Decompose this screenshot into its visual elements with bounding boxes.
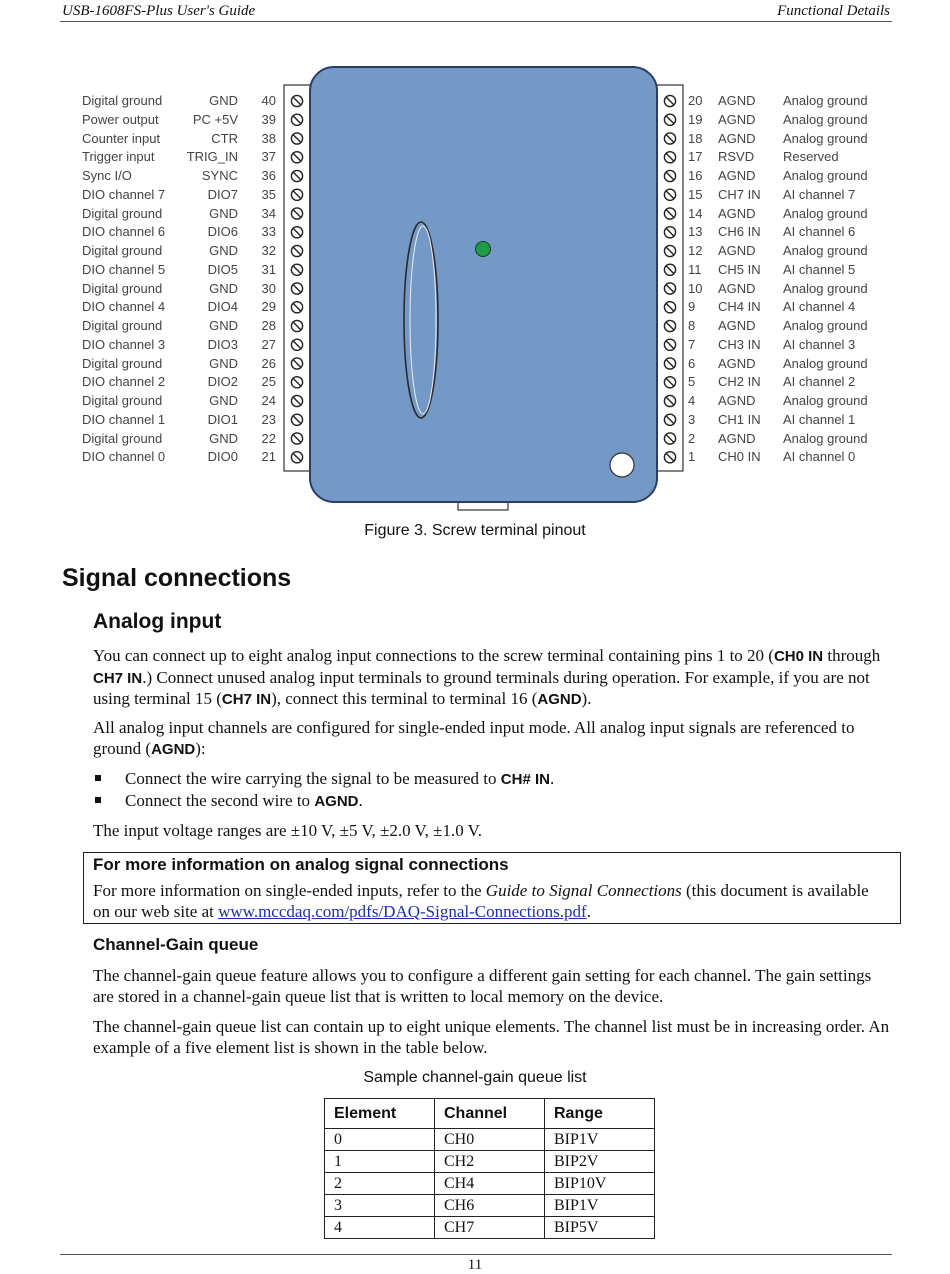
connection-steps-list bbox=[93, 768, 893, 812]
pin-signal-name: AGND bbox=[718, 205, 756, 221]
pin-signal-name: CH4 IN bbox=[718, 299, 761, 315]
pin-description: DIO channel 3 bbox=[82, 336, 166, 352]
pin-description: AI channel 0 bbox=[783, 449, 856, 465]
pin-label-row bbox=[0, 336, 950, 354]
pin-number: 14 bbox=[688, 205, 703, 221]
pin-description: Analog ground bbox=[783, 243, 868, 258]
pin-signal-name: PC +5V bbox=[192, 111, 238, 127]
pin-description: Analog ground bbox=[783, 280, 868, 296]
pin-description: Sync I/O bbox=[82, 168, 132, 183]
pin-label-row bbox=[0, 392, 950, 410]
pin-number: 3 bbox=[688, 411, 696, 427]
pin-description: Digital ground bbox=[82, 243, 163, 258]
table-cell: 1 bbox=[325, 1151, 435, 1173]
pin-signal-name: CH6 IN bbox=[718, 224, 761, 240]
pin-description: Power output bbox=[82, 111, 159, 127]
pin-number: 19 bbox=[688, 111, 703, 127]
channel-gain-queue-table bbox=[324, 1098, 655, 1239]
pin-signal-name: GND bbox=[209, 318, 238, 333]
pin-number: 38 bbox=[261, 130, 276, 146]
pin-description: Trigger input bbox=[82, 149, 155, 165]
pin-label-row bbox=[0, 167, 950, 185]
table-cell: 4 bbox=[325, 1217, 435, 1239]
pin-number: 33 bbox=[261, 224, 276, 240]
pin-description: Digital ground bbox=[82, 393, 163, 408]
pin-number: 40 bbox=[261, 93, 276, 108]
pin-signal-name: CH2 IN bbox=[718, 374, 761, 390]
pin-signal-name: GND bbox=[209, 93, 238, 108]
table-cell: CH0 bbox=[435, 1129, 545, 1151]
table-cell: BIP10V bbox=[545, 1173, 655, 1195]
pin-description: Analog ground bbox=[783, 393, 868, 408]
pin-signal-name: AGND bbox=[718, 93, 756, 108]
screw-terminal-figure bbox=[0, 0, 950, 520]
pin-description: AI channel 2 bbox=[783, 374, 856, 390]
signal-connections-pdf-link[interactable]: www.mccdaq.com/pdfs/DAQ-Signal-Connections.pdf bbox=[218, 902, 587, 921]
pin-signal-name: CH0 IN bbox=[718, 449, 761, 465]
pin-description: AI channel 6 bbox=[783, 224, 856, 240]
pin-number: 37 bbox=[261, 149, 276, 165]
pin-signal-name: DIO5 bbox=[207, 261, 238, 277]
pin-description: Analog ground bbox=[783, 168, 868, 183]
pin-signal-name: AGND bbox=[718, 168, 756, 183]
table-cell: CH2 bbox=[435, 1151, 545, 1173]
pin-signal-name: CH3 IN bbox=[718, 336, 761, 352]
pin-description: Digital ground bbox=[82, 430, 163, 446]
channel-gain-paragraph-2: The channel-gain queue list can contain up to eight unique elements. The channel list must be in increasing order. An example of a five element list is shown in the table below. bbox=[93, 1017, 890, 1057]
channel-gain-paragraph-1: The channel-gain queue feature allows you to configure a different gain setting for each channel. The gain settings are stored in a channel-gain queue list that is written to local memory on the device. bbox=[93, 966, 872, 1006]
table-cell: CH7 bbox=[435, 1217, 545, 1239]
pin-description: Analog ground bbox=[783, 205, 868, 221]
info-box-title: For more information on analog signal connections bbox=[93, 855, 509, 874]
pin-number: 5 bbox=[688, 374, 696, 390]
pin-number: 10 bbox=[688, 280, 703, 296]
pin-label-row bbox=[0, 430, 950, 448]
pin-description: Analog ground bbox=[783, 130, 868, 146]
pin-signal-name: CH7 IN bbox=[718, 186, 761, 202]
analog-input-paragraph-1: You can connect up to eight analog input connections to the screw terminal containing pins 1 to 20 (CH0 IN through CH7 IN.) Connect unused analog input terminals to ground terminals during operation. For example, if you are not using terminal 15 (CH7 IN), connect this terminal to terminal 16 (AGND). bbox=[93, 646, 881, 708]
pin-description: Digital ground bbox=[82, 280, 163, 296]
pin-description: Analog ground bbox=[783, 93, 868, 108]
pin-signal-name: DIO1 bbox=[207, 411, 238, 427]
pin-number: 11 bbox=[688, 261, 702, 277]
pin-description: Analog ground bbox=[783, 355, 868, 371]
analog-input-paragraph-2: All analog input channels are configured for single-ended input mode. All analog input signals are referenced to ground (AGND): bbox=[93, 718, 855, 758]
column-header-element: Element bbox=[325, 1099, 435, 1129]
pin-number: 20 bbox=[688, 93, 703, 108]
pin-label-row bbox=[0, 298, 950, 316]
pin-description: AI channel 4 bbox=[783, 299, 856, 315]
pin-signal-name: GND bbox=[209, 355, 238, 371]
pin-label-row bbox=[0, 317, 950, 335]
table-cell: 0 bbox=[325, 1129, 435, 1151]
pin-description: Digital ground bbox=[82, 355, 163, 371]
pin-signal-name: DIO0 bbox=[207, 449, 238, 465]
pin-description: DIO channel 2 bbox=[82, 374, 166, 390]
pin-label-row bbox=[0, 261, 950, 279]
table-header-row bbox=[325, 1099, 655, 1129]
pin-signal-name: DIO7 bbox=[207, 186, 238, 202]
pin-number: 13 bbox=[688, 224, 703, 240]
pin-label-row bbox=[0, 280, 950, 298]
pin-signal-name: AGND bbox=[718, 318, 756, 333]
list-item: Connect the wire carrying the signal to be measured to CH# IN. bbox=[93, 768, 893, 790]
pin-number: 2 bbox=[688, 430, 696, 446]
pin-number: 22 bbox=[261, 430, 276, 446]
pin-label-row bbox=[0, 448, 950, 466]
voltage-ranges-paragraph: The input voltage ranges are ±10 V, ±5 V, ±2.0 V, ±1.0 V. bbox=[93, 821, 482, 840]
pin-number: 12 bbox=[688, 243, 703, 258]
table-row bbox=[325, 1217, 655, 1239]
pin-number: 24 bbox=[261, 393, 276, 408]
pin-number: 35 bbox=[261, 186, 276, 202]
info-box-text: For more information on single-ended inputs, refer to the Guide to Signal Connections (this document is available on our web site at www.mccdaq.com/pdfs/DAQ-Signal-Connections.pdf. bbox=[93, 881, 869, 921]
table-row bbox=[325, 1129, 655, 1151]
pin-signal-name: CTR bbox=[211, 130, 238, 146]
table-cell: BIP2V bbox=[545, 1151, 655, 1173]
pin-signal-name: AGND bbox=[718, 111, 756, 127]
pin-signal-name: DIO4 bbox=[207, 299, 238, 315]
pin-signal-name: AGND bbox=[718, 243, 756, 258]
pin-label-row bbox=[0, 242, 950, 260]
column-header-range: Range bbox=[545, 1099, 655, 1129]
pin-description: AI channel 3 bbox=[783, 336, 856, 352]
pin-label-row bbox=[0, 223, 950, 241]
pin-signal-name: GND bbox=[209, 243, 238, 258]
pin-signal-name: GND bbox=[209, 430, 238, 446]
pin-signal-name: GND bbox=[209, 280, 238, 296]
pin-label-row bbox=[0, 148, 950, 166]
pin-label-row bbox=[0, 373, 950, 391]
table-cell: CH6 bbox=[435, 1195, 545, 1217]
table-row bbox=[325, 1173, 655, 1195]
running-header-section: Functional Details bbox=[777, 3, 890, 19]
pin-description: Analog ground bbox=[783, 318, 868, 333]
pin-number: 28 bbox=[261, 318, 276, 333]
pin-number: 34 bbox=[261, 205, 276, 221]
pin-number: 17 bbox=[688, 149, 703, 165]
pin-signal-name: RSVD bbox=[718, 149, 755, 165]
pin-description: DIO channel 7 bbox=[82, 186, 166, 202]
pin-number: 7 bbox=[688, 336, 696, 352]
pin-description: DIO channel 4 bbox=[82, 299, 166, 315]
pin-label-row bbox=[0, 205, 950, 223]
pin-signal-name: DIO3 bbox=[207, 336, 238, 352]
pin-number: 27 bbox=[261, 336, 276, 352]
pin-number: 25 bbox=[261, 374, 276, 390]
page-number: 11 bbox=[467, 1257, 483, 1273]
footer-rule bbox=[60, 1254, 892, 1255]
subsection-title-channel-gain: Channel-Gain queue bbox=[93, 935, 259, 954]
pin-signal-name: TRIG_IN bbox=[186, 149, 238, 165]
pin-description: AI channel 5 bbox=[783, 261, 856, 277]
pin-description: Analog ground bbox=[783, 430, 868, 446]
pin-number: 26 bbox=[261, 355, 276, 371]
pin-signal-name: AGND bbox=[718, 393, 756, 408]
pin-description: Digital ground bbox=[82, 93, 163, 108]
pin-signal-name: AGND bbox=[718, 130, 756, 146]
pin-number: 8 bbox=[688, 318, 696, 333]
pin-number: 39 bbox=[261, 111, 276, 127]
section-title: Signal connections bbox=[62, 564, 292, 592]
pin-description: Digital ground bbox=[82, 318, 163, 333]
table-caption: Sample channel-gain queue list bbox=[363, 1069, 587, 1086]
pin-number: 29 bbox=[261, 299, 276, 315]
table-cell: 3 bbox=[325, 1195, 435, 1217]
pin-description: Reserved bbox=[783, 149, 839, 165]
pin-signal-name: GND bbox=[209, 205, 238, 221]
table-cell: BIP5V bbox=[545, 1217, 655, 1239]
pin-description: DIO channel 1 bbox=[82, 411, 166, 427]
pin-signal-name: AGND bbox=[718, 280, 756, 296]
pin-description: AI channel 1 bbox=[783, 411, 856, 427]
pin-description: DIO channel 6 bbox=[82, 224, 166, 240]
pin-label-row bbox=[0, 355, 950, 373]
pin-number: 23 bbox=[261, 411, 276, 427]
table-row bbox=[325, 1151, 655, 1173]
pin-number: 31 bbox=[261, 261, 276, 277]
table-cell: CH4 bbox=[435, 1173, 545, 1195]
pin-description: DIO channel 0 bbox=[82, 449, 166, 465]
pin-signal-name: AGND bbox=[718, 355, 756, 371]
pin-description: DIO channel 5 bbox=[82, 261, 166, 277]
table-cell: BIP1V bbox=[545, 1129, 655, 1151]
pin-signal-name: CH5 IN bbox=[718, 261, 761, 277]
pin-signal-name: DIO2 bbox=[207, 374, 238, 390]
pin-signal-name: GND bbox=[209, 393, 238, 408]
pin-signal-name: CH1 IN bbox=[718, 411, 761, 427]
table-row bbox=[325, 1195, 655, 1217]
pin-label-row bbox=[0, 186, 950, 204]
table-cell: 2 bbox=[325, 1173, 435, 1195]
pin-number: 36 bbox=[261, 168, 276, 183]
pin-number: 21 bbox=[261, 449, 276, 465]
running-header-title: USB-1608FS-Plus User's Guide bbox=[62, 3, 256, 19]
subsection-title-analog-input: Analog input bbox=[93, 610, 222, 633]
pin-number: 4 bbox=[688, 393, 696, 408]
table-cell: BIP1V bbox=[545, 1195, 655, 1217]
pin-label-row bbox=[0, 130, 950, 148]
pin-signal-name: DIO6 bbox=[207, 224, 238, 240]
pin-label-row bbox=[0, 111, 950, 129]
pin-signal-name: AGND bbox=[718, 430, 756, 446]
pin-description: AI channel 7 bbox=[783, 186, 856, 202]
info-box bbox=[83, 852, 901, 924]
pin-number: 9 bbox=[688, 299, 696, 315]
pin-description: Digital ground bbox=[82, 205, 163, 221]
pin-number: 16 bbox=[688, 168, 703, 183]
figure-caption: Figure 3. Screw terminal pinout bbox=[364, 522, 586, 539]
pin-number: 18 bbox=[688, 130, 703, 146]
pin-number: 32 bbox=[261, 243, 276, 258]
pin-description: Counter input bbox=[82, 130, 161, 146]
pin-label-row bbox=[0, 411, 950, 429]
pin-number: 6 bbox=[688, 355, 696, 371]
pin-number: 30 bbox=[261, 280, 276, 296]
pin-label-row bbox=[0, 92, 950, 110]
pin-description: Analog ground bbox=[783, 111, 868, 127]
list-item: Connect the second wire to AGND. bbox=[93, 790, 893, 812]
pin-signal-name: SYNC bbox=[201, 168, 238, 183]
pin-number: 1 bbox=[688, 449, 696, 465]
pin-number: 15 bbox=[688, 186, 703, 202]
column-header-channel: Channel bbox=[435, 1099, 545, 1129]
